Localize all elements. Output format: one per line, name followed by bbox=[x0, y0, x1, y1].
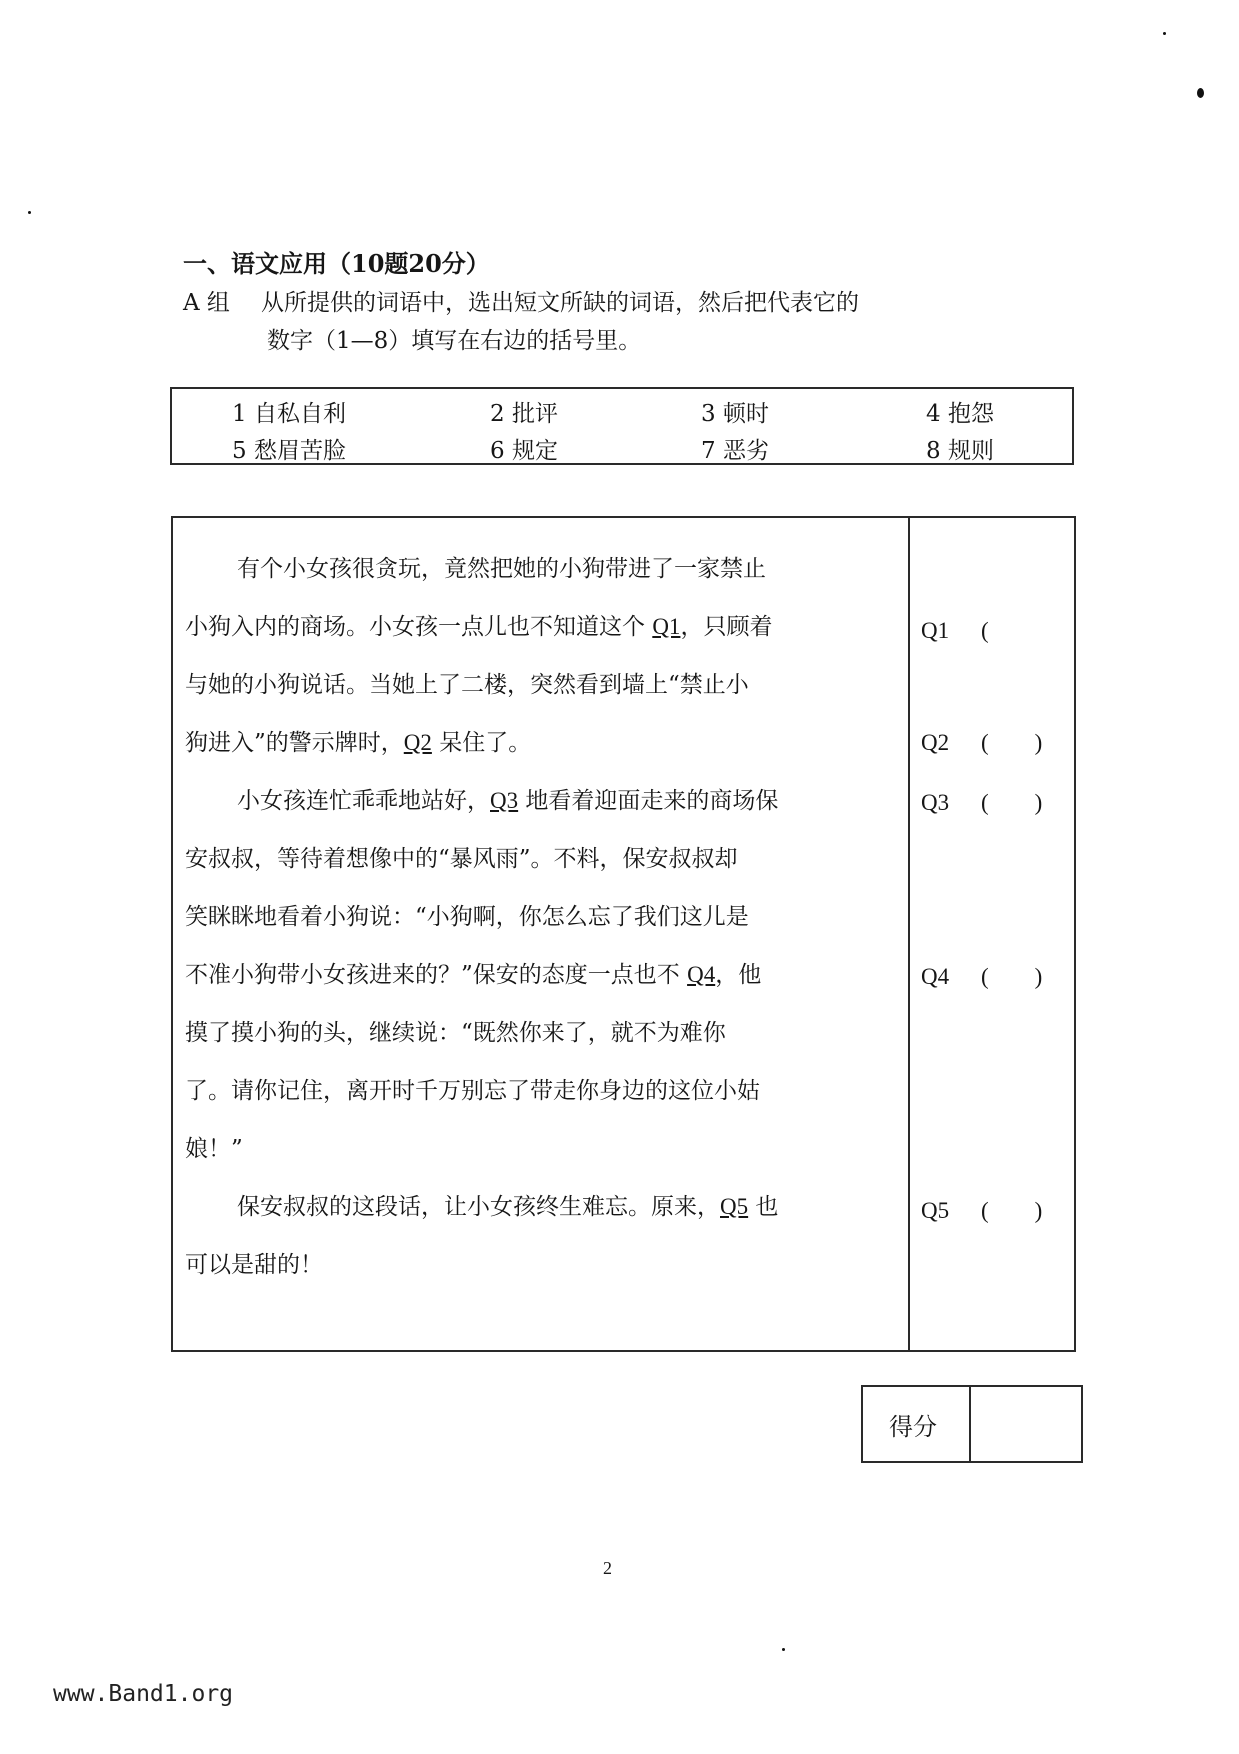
passage-line: 狗进入”的警示牌时，Q2 呆住了。 bbox=[185, 730, 532, 756]
passage-line: 笑眯眯地看着小狗说：“小狗啊，你怎么忘了我们这儿是 bbox=[185, 904, 749, 930]
passage-box bbox=[171, 516, 1076, 1352]
passage-line: 不准小狗带小女孩进来的？”保安的态度一点也不 Q4，他 bbox=[185, 962, 762, 988]
answer-q5[interactable]: Q5 ( ) bbox=[921, 1198, 1043, 1223]
passage-line: 娘！” bbox=[185, 1136, 243, 1162]
passage-line: 小女孩连忙乖乖地站好，Q3 地看着迎面走来的商场保 bbox=[237, 788, 779, 814]
blank-q4: Q4 bbox=[687, 962, 716, 987]
word-option: 4 抱怨 bbox=[926, 401, 994, 427]
answer-q4[interactable]: Q4 ( ) bbox=[921, 964, 1043, 989]
score-label: 得分 bbox=[889, 1413, 937, 1441]
passage-line: 保安叔叔的这段话，让小女孩终生难忘。原来，Q5 也 bbox=[237, 1194, 779, 1220]
instruction-line-1: 从所提供的词语中，选出短文所缺的词语，然后把代表它的 bbox=[261, 290, 859, 316]
scan-speck bbox=[28, 211, 31, 214]
watermark-url: www.Band1.org bbox=[53, 1681, 234, 1707]
blank-q5: Q5 bbox=[720, 1194, 749, 1219]
word-options-box bbox=[170, 387, 1074, 465]
answer-q3[interactable]: Q3 ( ) bbox=[921, 790, 1043, 815]
page-number: 2 bbox=[603, 1558, 612, 1578]
scan-speck bbox=[1197, 88, 1204, 98]
scan-speck bbox=[1163, 32, 1166, 35]
answer-column-divider bbox=[908, 518, 910, 1350]
answer-q1[interactable]: Q1 ( bbox=[921, 618, 989, 643]
blank-q3: Q3 bbox=[490, 788, 519, 813]
passage-line: 小狗入内的商场。小女孩一点儿也不知道这个 Q1，只顾着 bbox=[185, 614, 773, 640]
word-option: 5 愁眉苦脸 bbox=[232, 438, 346, 464]
score-box bbox=[861, 1385, 1083, 1463]
section-title: 一、语文应用（10题20分） bbox=[183, 249, 490, 278]
word-option: 1 自私自利 bbox=[232, 401, 346, 427]
passage-line: 摸了摸小狗的头，继续说：“既然你来了，就不为难你 bbox=[185, 1020, 726, 1046]
word-option: 7 恶劣 bbox=[701, 438, 769, 464]
answer-q2[interactable]: Q2 ( ) bbox=[921, 730, 1043, 755]
blank-q1: Q1 bbox=[652, 614, 681, 639]
blank-q2: Q2 bbox=[403, 730, 432, 755]
word-option: 8 规则 bbox=[926, 438, 994, 464]
passage-line: 有个小女孩很贪玩，竟然把她的小狗带进了一家禁止 bbox=[237, 556, 766, 582]
passage-line: 可以是甜的！ bbox=[185, 1252, 323, 1278]
group-label: A 组 bbox=[183, 290, 230, 316]
score-divider bbox=[969, 1387, 971, 1461]
passage-line: 安叔叔，等待着想像中的“暴风雨”。不料，保安叔叔却 bbox=[185, 846, 738, 872]
word-option: 6 规定 bbox=[490, 438, 558, 464]
word-option: 3 顿时 bbox=[701, 401, 769, 427]
scan-speck bbox=[782, 1648, 785, 1651]
instruction-line-2: 数字（1—8）填写在右边的括号里。 bbox=[267, 328, 642, 354]
instruction bbox=[183, 284, 859, 360]
passage-line: 与她的小狗说话。当她上了二楼，突然看到墙上“禁止小 bbox=[185, 672, 749, 698]
word-option: 2 批评 bbox=[490, 401, 558, 427]
passage-line: 了。请你记住，离开时千万别忘了带走你身边的这位小姑 bbox=[185, 1078, 760, 1104]
